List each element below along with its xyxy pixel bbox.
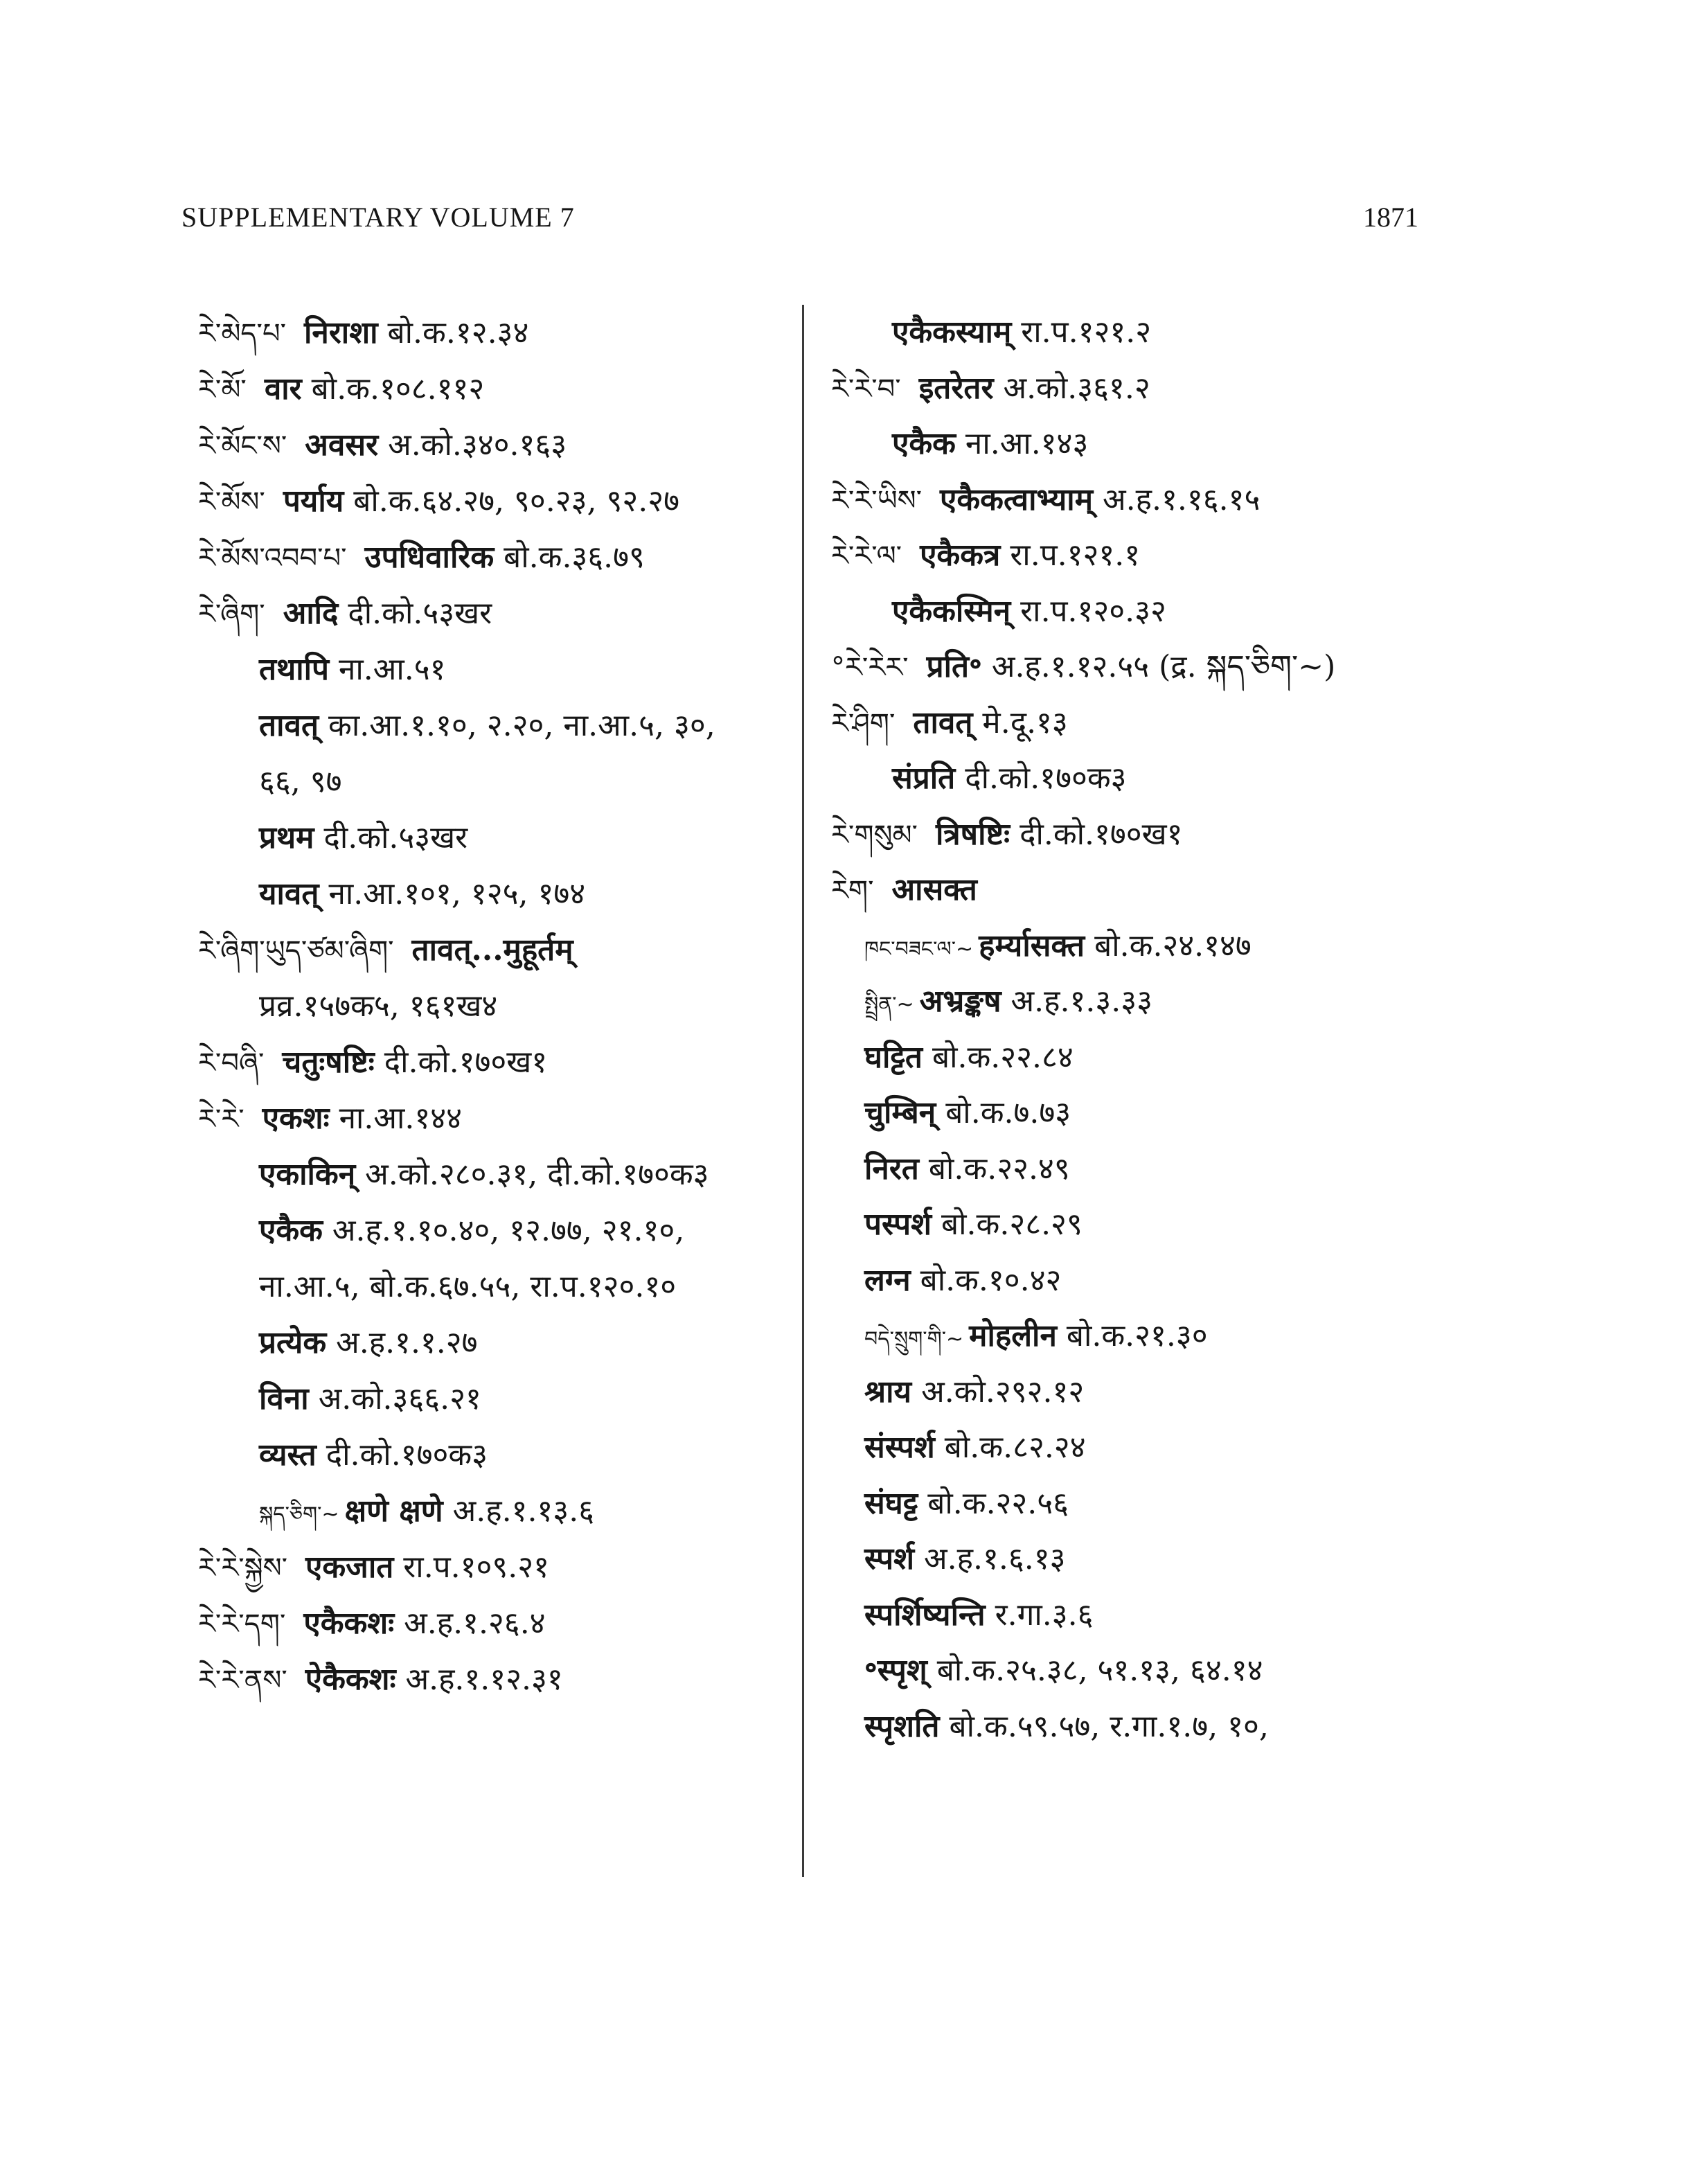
dictionary-entry (831, 1699, 1524, 1755)
dictionary-entry (198, 1371, 794, 1427)
dictionary-entry (198, 1202, 794, 1259)
source-reference: बो.क.२२.४९ (928, 1151, 1070, 1187)
source-reference: दी.को.५३खर (348, 596, 492, 631)
source-reference: बो.क.३६.७९ (504, 540, 645, 575)
source-reference: ना.आ.१४३ (965, 426, 1089, 461)
dictionary-entry (831, 1030, 1524, 1086)
dictionary-entry (198, 305, 794, 361)
sanskrit-equivalent: श्राय (864, 1374, 912, 1410)
dictionary-entry (198, 1595, 794, 1651)
source-reference: बो.क.२४.१४७ (1094, 927, 1252, 964)
source-reference: अ.ह.१.१३.६ (452, 1493, 595, 1529)
sanskrit-equivalent: संघट्ट (864, 1485, 918, 1521)
tibetan-headword: རེ་མོས་འབབ་པ་ (198, 542, 347, 574)
dictionary-entry (198, 978, 794, 1034)
sanskrit-equivalent: एकशः (262, 1101, 330, 1136)
dictionary-entry (198, 1427, 794, 1483)
dictionary-entry (831, 305, 1524, 361)
dictionary-entry (831, 751, 1524, 807)
sanskrit-equivalent: अवसर (305, 427, 379, 463)
dictionary-entry (198, 585, 794, 641)
sanskrit-equivalent: आसक्त (891, 872, 977, 907)
source-reference: अ.को.३६१.२ (1003, 370, 1150, 406)
dictionary-entry (831, 1197, 1524, 1253)
sanskrit-equivalent: हर्म्यासक्त (979, 927, 1085, 964)
dictionary-entry (831, 1142, 1524, 1198)
tibetan-headword: རེ་གསུམ་ (831, 819, 918, 851)
dictionary-entry (198, 754, 794, 810)
sanskrit-equivalent: चतुःषष्टिः (282, 1045, 375, 1080)
source-reference: बो.क.५९.५७, र.गा.१.७, १०, (949, 1708, 1269, 1744)
dictionary-entry (831, 361, 1524, 417)
tibetan-headword: རེ་རེ་ (198, 1103, 244, 1135)
tibetan-headword: རེ་རེ་སྐྱེས་ (198, 1552, 288, 1584)
dictionary-entry (198, 1539, 794, 1595)
sanskrit-equivalent: प्रति॰ (926, 649, 982, 684)
dictionary-entry (831, 1420, 1524, 1476)
dictionary-entry (831, 1085, 1524, 1142)
tibetan-headword: རེ་ཞིག་ (198, 598, 265, 630)
tibetan-headword: རེ་མོང་ས་ (198, 430, 287, 462)
dictionary-entry (198, 1034, 794, 1090)
dictionary-entry (831, 1643, 1524, 1699)
source-reference: रा.प.१०९.२१ (403, 1550, 550, 1585)
dictionary-entry (198, 417, 794, 473)
source-reference: दी.को.१७०क३ (326, 1437, 488, 1473)
sanskrit-equivalent: यावत् (259, 876, 319, 912)
sanskrit-equivalent: इतरेतर (918, 370, 994, 406)
sanskrit-equivalent: स्पर्श (864, 1541, 915, 1577)
sanskrit-equivalent: पस्पर्श (864, 1207, 932, 1242)
source-reference: अ.को.३४०.१६३ (388, 427, 567, 463)
dictionary-entry (198, 1483, 794, 1539)
sanskrit-equivalent: घट्टित (864, 1039, 923, 1075)
sanskrit-equivalent: लग्न (864, 1262, 911, 1298)
dictionary-entry (831, 974, 1524, 1030)
running-header: SUPPLEMENTARY VOLUME 7 (181, 202, 575, 233)
source-reference: बो.क.२८.२९ (941, 1207, 1083, 1242)
source-reference: ना.आ.१०१, १२५, १७४ (328, 876, 586, 912)
dictionary-entry (831, 584, 1524, 640)
sanskrit-equivalent: त्रिषष्टिः (935, 816, 1010, 852)
sanskrit-equivalent: मोहलीन (969, 1318, 1057, 1353)
dictionary-entry (198, 1090, 794, 1146)
source-reference: दी.को.१७०क३ (965, 761, 1127, 796)
source-reference: बो.क.२२.८४ (932, 1039, 1074, 1075)
dictionary-entry (831, 1588, 1524, 1644)
dictionary-entry (831, 639, 1524, 695)
source-reference: अ.को.३६६.२१ (318, 1381, 481, 1417)
tibetan-headword: རེ་རེ་བ་ (831, 373, 901, 405)
page-number: 1871 (1363, 202, 1418, 233)
source-reference: बो.क.२५.३८, ५१.१३, ६४.१४ (936, 1653, 1263, 1688)
source-reference: अ.को.२९२.१२ (921, 1374, 1085, 1410)
source-reference: अ.ह.१.१०.४०, १२.७७, २१.१०, (332, 1213, 685, 1248)
source-reference: ६६, ९७ (259, 764, 342, 799)
sanskrit-equivalent: निराशा (304, 315, 378, 350)
dictionary-entry (198, 1146, 794, 1202)
dictionary-entry (831, 1532, 1524, 1588)
source-reference: अ.ह.१.१.२७ (336, 1325, 478, 1360)
dictionary-entry (198, 361, 794, 417)
dictionary-entry (831, 528, 1524, 584)
tibetan-headword: རེ་རེ་ནས་ (198, 1664, 287, 1696)
source-reference: मे.दू.१३ (982, 704, 1068, 740)
tibetan-headword: རེ་མེད་པ་ (198, 318, 286, 350)
sanskrit-equivalent: वार (264, 371, 302, 407)
sanskrit-equivalent: ॰स्पृश् (864, 1653, 927, 1688)
sanskrit-equivalent: तावत् (913, 704, 973, 740)
tibetan-compound-prefix: ཁང་བཟང་ལ་~ (864, 936, 974, 961)
sanskrit-equivalent: पर्याय (283, 483, 344, 519)
sanskrit-equivalent: उपधिवारिक (364, 540, 495, 575)
tibetan-headword: རེ་ཞིག་ཡུད་ཙམ་ཞིག་ (198, 935, 394, 967)
dictionary-entry (831, 807, 1524, 863)
right-column (831, 305, 1524, 1755)
source-reference: अ.को.२८०.३१, दी.को.१७०क३ (365, 1157, 709, 1192)
sanskrit-equivalent: एकजात (305, 1550, 394, 1585)
dictionary-entry (198, 866, 794, 922)
source-reference: बो.क.१०८.११२ (311, 371, 485, 407)
dictionary-entry (831, 416, 1524, 472)
sanskrit-equivalent: आदि (283, 596, 339, 631)
source-reference: अ.ह.१.१२.५५ (द्र. སྐད་ཅིག་~) (991, 649, 1336, 684)
tibetan-headword: རེ་བཞི་ (198, 1047, 265, 1079)
sanskrit-equivalent: प्रथम (259, 820, 314, 855)
tibetan-headword: རེ་རེ་ཡིས་ (831, 484, 923, 517)
sanskrit-equivalent: संस्पर्श (864, 1430, 935, 1465)
sanskrit-equivalent: संप्रति (892, 761, 956, 796)
sanskrit-equivalent: निरत (864, 1151, 919, 1187)
sanskrit-equivalent: एकैकस्मिन् (892, 593, 1011, 629)
dictionary-entry (198, 1315, 794, 1371)
tibetan-headword: རེ་རེ་ལ་ (831, 540, 902, 572)
tibetan-compound-prefix: སྐད་ཅིག་~ (259, 1502, 339, 1527)
source-reference: दी.को.१७०ख१ (1019, 816, 1183, 852)
sanskrit-equivalent: क्षणे क्षणे (344, 1493, 443, 1529)
source-reference: बो.क.८२.२४ (944, 1430, 1086, 1465)
sanskrit-equivalent: अभ्रङ्कष (919, 984, 1001, 1019)
sanskrit-equivalent: ऐकैकशः (305, 1662, 396, 1697)
source-reference: अ.ह.१.२६.४ (404, 1606, 546, 1641)
sanskrit-equivalent: व्यस्त (259, 1437, 317, 1473)
dictionary-entry (198, 529, 794, 585)
dictionary-entry (831, 1365, 1524, 1421)
sanskrit-equivalent: एकैकशः (303, 1606, 395, 1641)
sanskrit-equivalent: एकैक (892, 426, 956, 461)
source-reference: ना.आ.५, बो.क.६७.५५, रा.प.१२०.१० (259, 1269, 677, 1304)
sanskrit-equivalent: चुम्बिन् (864, 1095, 936, 1130)
source-reference: बो.क.६४.२७, ९०.२३, ९२.२७ (353, 483, 679, 519)
source-reference: रा.प.१२०.३२ (1020, 593, 1166, 629)
tibetan-compound-prefix: བདེ་སྲུག་གི་~ (864, 1327, 964, 1351)
tibetan-compound-prefix: སྤྲིན་~ (864, 993, 914, 1017)
source-reference: ना.आ.१४४ (339, 1101, 462, 1136)
sanskrit-equivalent: स्पृशति (864, 1708, 940, 1744)
source-reference: बो.क.२२.५६ (927, 1485, 1069, 1521)
tibetan-headword: °རེ་རེར་ (831, 652, 909, 684)
column-divider (802, 305, 804, 1877)
tibetan-headword: རེ་ཤིག་ (831, 707, 896, 740)
tibetan-headword: རེ་རེ་དག་ (198, 1608, 286, 1640)
dictionary-entry (831, 1253, 1524, 1309)
source-reference: अ.ह.१.३.३३ (1010, 984, 1152, 1019)
source-reference: प्रव्र.१५७क५, १६१ख४ (259, 988, 498, 1024)
tibetan-headword: རེ་མོ་ (198, 374, 247, 406)
dictionary-entry (198, 473, 794, 529)
sanskrit-equivalent: एकैकत्वाभ्याम् (940, 481, 1094, 517)
dictionary-entry (831, 472, 1524, 529)
tibetan-headword: རེག་ (831, 875, 874, 907)
source-reference: ना.आ.५१ (338, 652, 446, 687)
sanskrit-equivalent: तावत्...मुहूर्तम् (411, 932, 573, 968)
dictionary-entry (198, 641, 794, 698)
sanskrit-equivalent: एकैकस्याम् (892, 314, 1012, 350)
source-reference: रा.प.१२१.१ (1010, 538, 1141, 573)
dictionary-entry (198, 1651, 794, 1707)
sanskrit-equivalent: एकैकत्र (920, 538, 1001, 573)
dictionary-entry (198, 698, 794, 754)
sanskrit-equivalent: एकाकिन् (259, 1157, 356, 1192)
source-reference: अ.ह.१.१६.१५ (1103, 481, 1261, 517)
dictionary-entry (831, 862, 1524, 918)
sanskrit-equivalent: प्रत्येक (259, 1325, 327, 1360)
left-column (198, 305, 794, 1707)
dictionary-entry (198, 1259, 794, 1315)
dictionary-entry (198, 922, 794, 978)
source-reference: रा.प.१२१.२ (1021, 314, 1152, 350)
dictionary-entry (831, 1308, 1524, 1365)
sanskrit-equivalent: तावत् (259, 708, 319, 743)
dictionary-entry (831, 1476, 1524, 1532)
source-reference: बो.क.१२.३४ (387, 315, 529, 350)
source-reference: अ.ह.१.१२.३१ (405, 1662, 563, 1697)
source-reference: का.आ.१.१०, २.२०, ना.आ.५, ३०, (328, 708, 715, 743)
source-reference: बो.क.१०.४२ (920, 1262, 1062, 1298)
sanskrit-equivalent: तथापि (259, 652, 329, 687)
dictionary-entry (831, 695, 1524, 752)
dictionary-entry (831, 918, 1524, 975)
source-reference: बो.क.२१.३० (1066, 1318, 1208, 1353)
source-reference: बो.क.७.७३ (945, 1095, 1071, 1130)
sanskrit-equivalent: विना (259, 1381, 309, 1417)
sanskrit-equivalent: स्पर्शिष्यन्ति (864, 1597, 986, 1633)
tibetan-headword: རེ་མོས་ (198, 486, 265, 518)
dictionary-entry (198, 810, 794, 866)
source-reference: र.गा.३.६ (995, 1597, 1094, 1633)
source-reference: दी.को.१७०ख१ (384, 1045, 548, 1080)
source-reference: दी.को.५३खर (323, 820, 468, 855)
source-reference: अ.ह.१.६.१३ (924, 1541, 1066, 1577)
sanskrit-equivalent: एकैक (259, 1213, 323, 1248)
